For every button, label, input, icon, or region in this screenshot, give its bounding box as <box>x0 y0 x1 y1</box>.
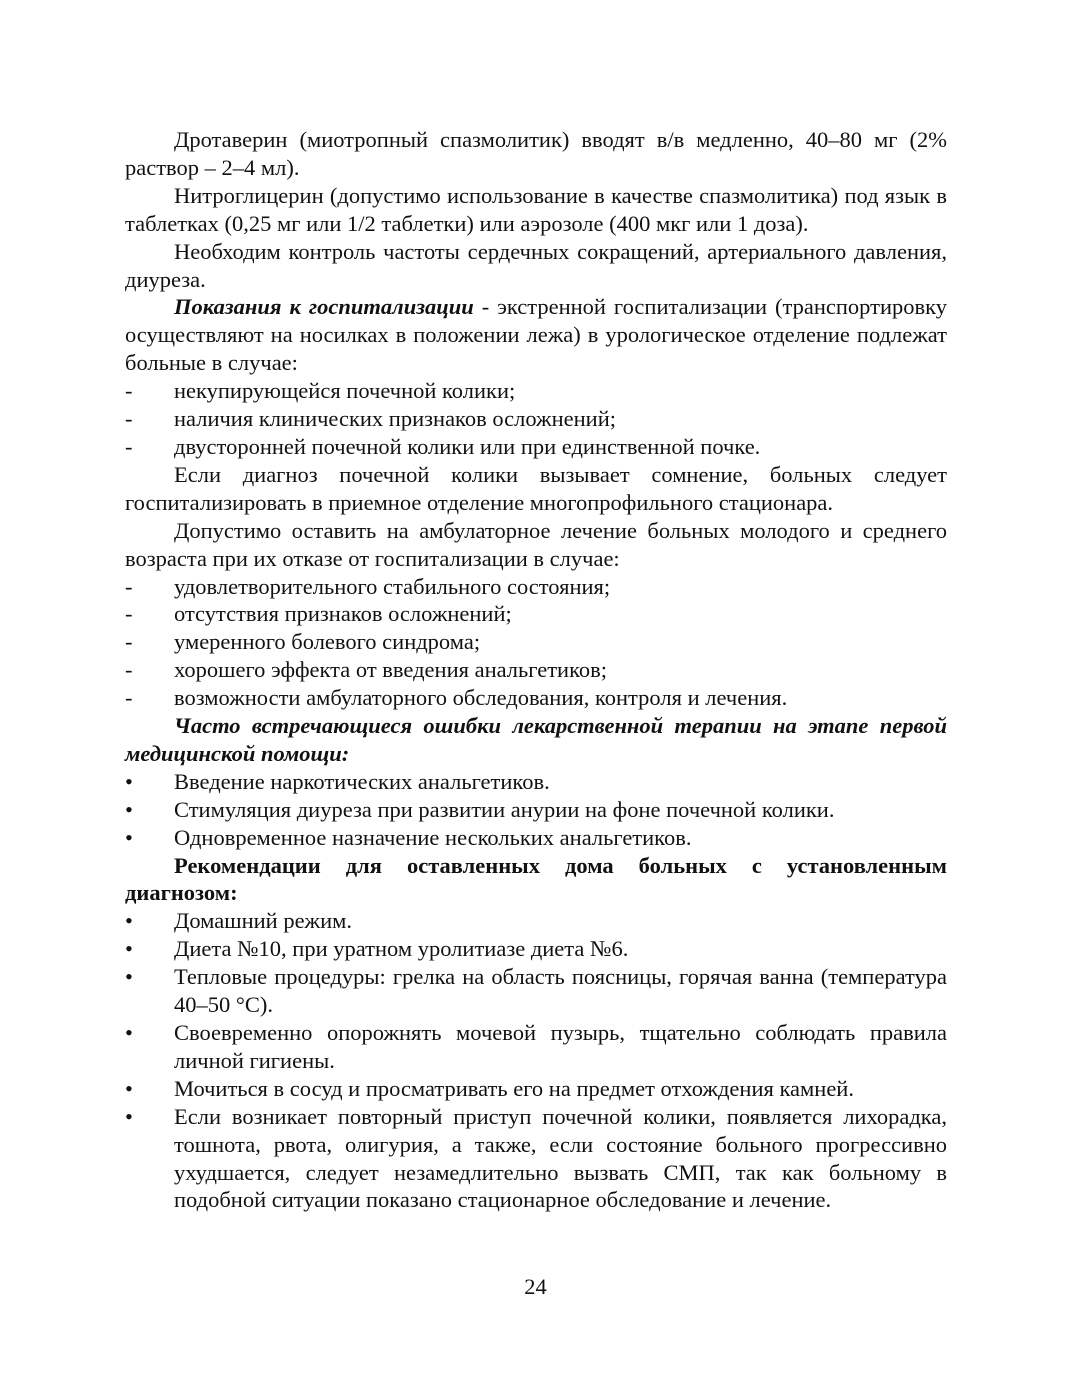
bullet-marker: • <box>125 1075 133 1101</box>
list-item: • Домашний режим. <box>125 908 353 934</box>
list-item: - отсутствия признаков осложнений; <box>125 601 512 627</box>
errors-list <box>125 768 947 852</box>
list-item: • Мочиться в сосуд и просматривать его на предмет отхождения камней. <box>125 1075 854 1101</box>
dash-marker: - <box>125 629 133 655</box>
list-item: • Введение наркотических анальгетиков. <box>125 768 550 794</box>
list-item: • Диета №10, при уратном уролитиазе диета №6. <box>125 936 629 962</box>
list-item: - возможности амбулаторного обследования, контроля и лечения. <box>125 685 788 711</box>
recommendations-list <box>125 907 947 1214</box>
paragraph-drotaverine: Дротаверин (миотропный спазмолитик) вводят в/в медленно, 40–80 мг (2% раствор – 2–4 мл). <box>125 127 947 180</box>
hospitalization-heading: Показания к госпитализации <box>174 294 474 320</box>
hospitalization-text: - экстренной госпитализации (транспортировку осуществляют на носилках в положении лежа) в урологическое отделение подлежат больные в случае: <box>125 294 947 376</box>
paragraph-diagnosis-doubt: Если диагноз почечной колики вызывает сомнение, больных следует госпитализировать в приемное отделение многопрофильного стационара. <box>125 461 947 515</box>
paragraph-monitoring: Необходим контроль частоты сердечных сокращений, артериального давления, диуреза. <box>125 238 947 292</box>
dash-marker: - <box>125 657 133 683</box>
dash-marker: - <box>125 573 133 599</box>
list-item: - некупирующейся почечной колики; <box>125 378 516 404</box>
paragraph-outpatient: Допустимо оставить на амбулаторное лечение больных молодого и среднего возраста при их отказе от госпитализации в случае: <box>125 517 947 571</box>
list-item: - умеренного болевого синдрома; <box>125 629 481 655</box>
paragraph-nitroglycerin: Нитроглицерин (допустимо использование в качестве спазмолитика) под язык в таблетках (0,25 мг или 1/2 таблетки) или аэрозоле (400 мкг или 1 доза). <box>125 182 947 236</box>
dash-marker: - <box>125 406 133 432</box>
list-item: • Своевременно опорожнять мочевой пузырь, тщательно соблюдать правила личной гигиены. <box>125 1020 947 1073</box>
errors-heading: Часто встречающиеся ошибки лекарственной терапии на этапе первой медицинской помощи: <box>125 713 947 766</box>
list-item: • Если возникает повторный приступ почечной колики, появляется лихорадка, тошнота, рвота, олигурия, а также, если состояние больного прогрессивно ухудшается, следует незамедлительно вызвать СМП, так как больному в подобной ситуации показано стационарное обследование и лечение. <box>125 1103 947 1213</box>
hospitalization-list <box>125 377 947 461</box>
list-item: • Тепловые процедуры: грелка на область поясницы, горячая ванна (температура 40–50 °C). <box>125 964 947 1018</box>
list-item: • Одновременное назначение нескольких анальгетиков. <box>125 824 692 850</box>
page-text <box>125 126 947 1214</box>
list-item: - хорошего эффекта от введения анальгетиков; <box>125 657 608 683</box>
page-number: 24 <box>524 1274 547 1299</box>
outpatient-list <box>125 573 947 713</box>
dash-marker: - <box>125 685 133 711</box>
list-item: - наличия клинических признаков осложнений; <box>125 406 617 432</box>
recommendations-heading: Рекомендации для оставленных дома больных с установленным диагнозом: <box>125 852 947 906</box>
bullet-marker: • <box>125 768 133 794</box>
paragraph-hospitalization <box>125 293 947 377</box>
bullet-marker: • <box>125 1020 133 1045</box>
dash-marker: - <box>125 433 133 459</box>
bullet-marker: • <box>125 1103 133 1129</box>
bullet-marker: • <box>125 824 133 850</box>
bullet-marker: • <box>125 964 133 990</box>
list-item: - двусторонней почечной колики или при единственной почке. <box>125 433 761 459</box>
bullet-marker: • <box>125 796 133 822</box>
list-item: - удовлетворительного стабильного состояния; <box>125 573 611 599</box>
bullet-marker: • <box>125 908 133 934</box>
dash-marker: - <box>125 378 133 404</box>
list-item: • Стимуляция диуреза при развитии анурии на фоне почечной колики. <box>125 796 835 822</box>
dash-marker: - <box>125 601 133 627</box>
bullet-marker: • <box>125 936 133 962</box>
